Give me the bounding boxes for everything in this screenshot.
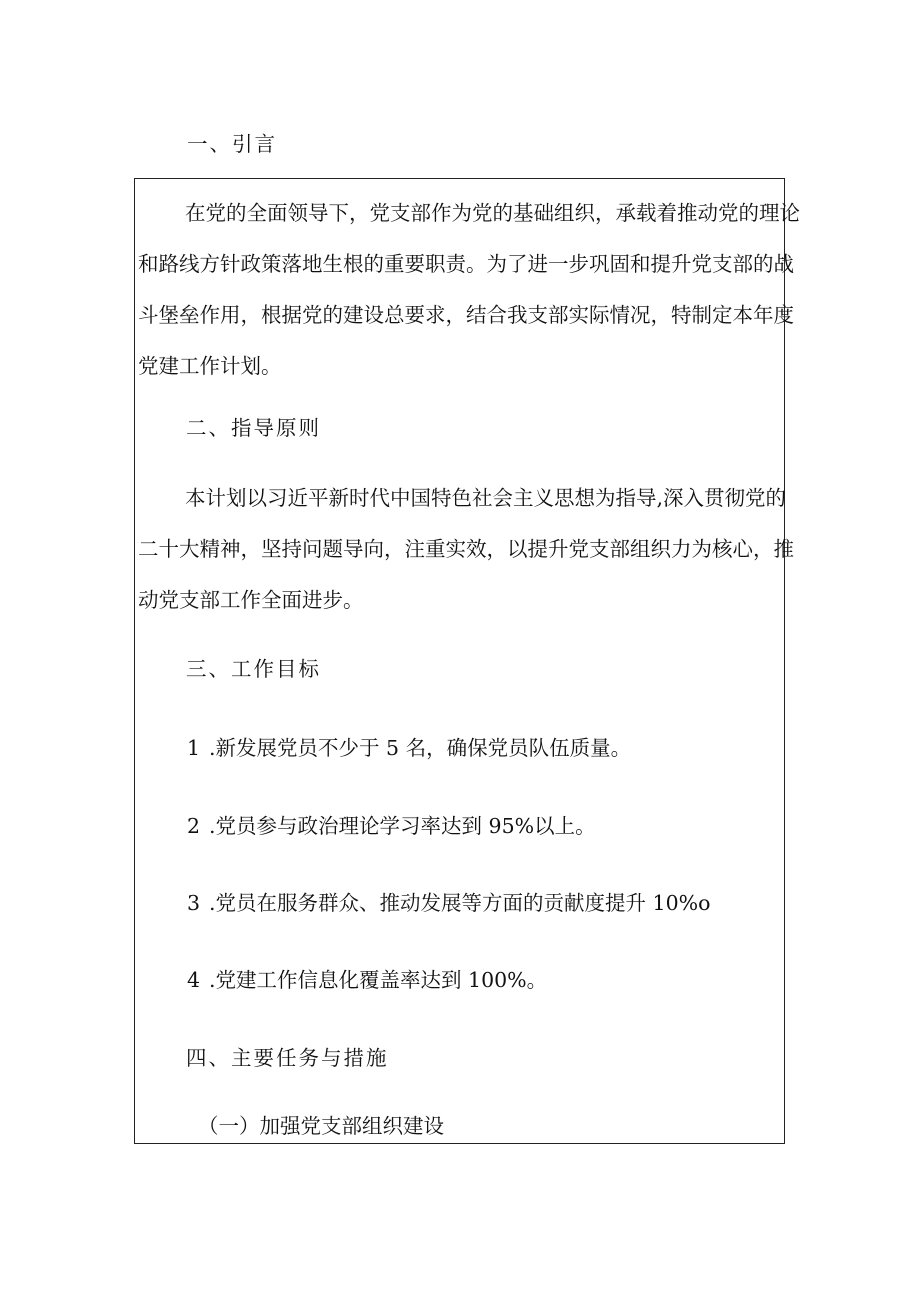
paragraph-line: 本计划以习近平新时代中国特色社会主义思想为指导,深入贯彻党的 [185, 486, 787, 510]
section-heading-tasks: 四、主要任务与措施 [186, 1046, 389, 1070]
goal-number: 2 [187, 814, 201, 838]
paragraph-line: 党建工作计划。 [138, 354, 282, 378]
principle-paragraph [138, 485, 794, 638]
subsection-heading: （一）加强党支部组织建设 [198, 1114, 444, 1138]
paragraph-line: 斗堡垒作用，根据党的建设总要求，结合我支部实际情况，特制定本年度 [138, 303, 794, 327]
goal-item [187, 813, 596, 839]
goal-text: .党员参与政治理论学习率达到 95%以上。 [209, 814, 596, 838]
goal-item [187, 735, 631, 761]
goal-number: 1 [187, 736, 201, 760]
goal-text: .新发展党员不少于 5 名，确保党员队伍质量。 [209, 736, 632, 760]
goal-number: 4 [187, 968, 201, 992]
section-heading-intro: 一、引言 [187, 132, 277, 156]
goal-item [187, 890, 710, 916]
goal-number: 3 [187, 891, 201, 915]
goal-text: .党员在服务群众、推动发展等方面的贡献度提升 10%o [209, 891, 711, 915]
paragraph-line: 在党的全面领导下，党支部作为党的基础组织，承载着推动党的理论 [185, 201, 800, 225]
paragraph-line: 二十大精神，坚持问题导向，注重实效，以提升党支部组织力为核心，推 [138, 537, 794, 561]
paragraph-line: 动党支部工作全面进步。 [138, 588, 364, 612]
section-heading-goals: 三、工作目标 [186, 657, 321, 681]
goal-text: .党建工作信息化覆盖率达到 100%。 [209, 968, 548, 992]
goal-item [187, 967, 547, 993]
intro-paragraph [138, 200, 800, 404]
paragraph-line: 和路线方针政策落地生根的重要职责。为了进一步巩固和提升党支部的战 [138, 252, 794, 276]
section-heading-principle: 二、指导原则 [186, 416, 321, 440]
